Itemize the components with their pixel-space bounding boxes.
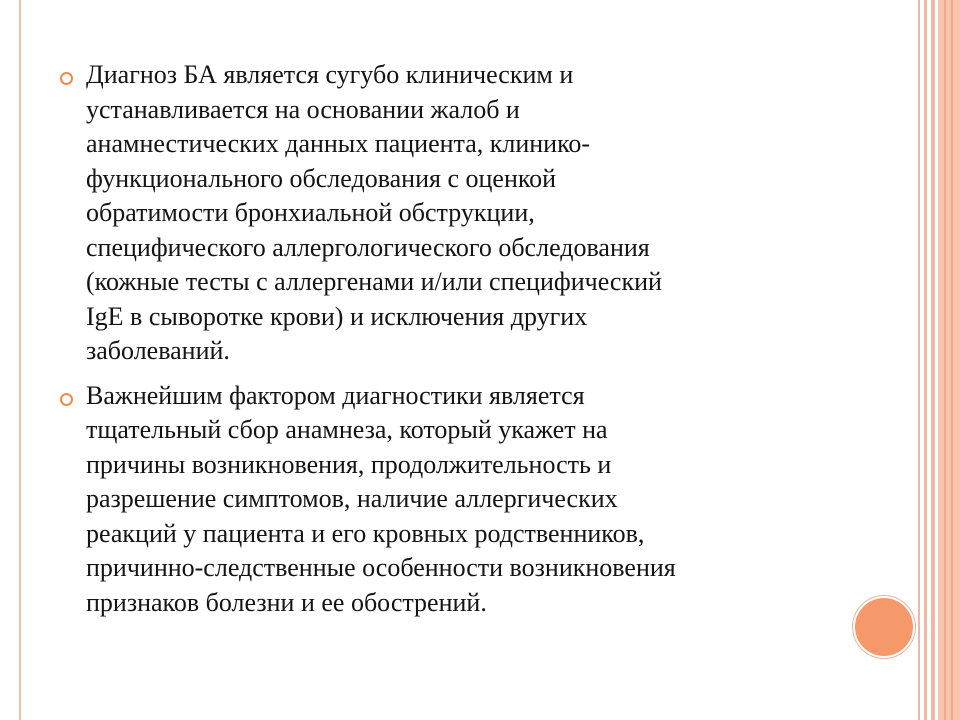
slide-body — [60, 58, 830, 630]
bullet-item — [60, 379, 830, 621]
right-stripe-band — [938, 0, 960, 720]
right-stripe — [944, 0, 946, 720]
circle-bullet-icon — [60, 72, 73, 85]
right-stripe — [918, 0, 920, 720]
right-stripe — [924, 0, 927, 720]
left-border-line — [19, 0, 21, 720]
right-stripe — [931, 0, 935, 720]
bullet-text: Диагноз БА является сугубо клиническим и устанавливается на основании жалоб и анамнестических данных пациента, клинико- функционального обследования с оценкой обратимости бронхиальной обструкции, специфического аллергологического обследования (кожные тесты с аллергенами и/или специфический IgE в сыворотке крови) и исключения других заболеваний. — [86, 60, 662, 365]
bullet-text: Важнейшим фактором диагностики является тщательный сбор анамнеза, который укажет на причины возникновения, продолжительность и разрешение симптомов, наличие аллергических реакций у пациента и его кровных родственников, причинно-следственные особенности возникновения признаков болезни и ее обострений. — [86, 380, 676, 617]
circle-bullet-icon — [60, 393, 73, 406]
decorative-circle — [855, 598, 913, 656]
bullet-item — [60, 58, 830, 369]
right-stripe — [951, 0, 953, 720]
